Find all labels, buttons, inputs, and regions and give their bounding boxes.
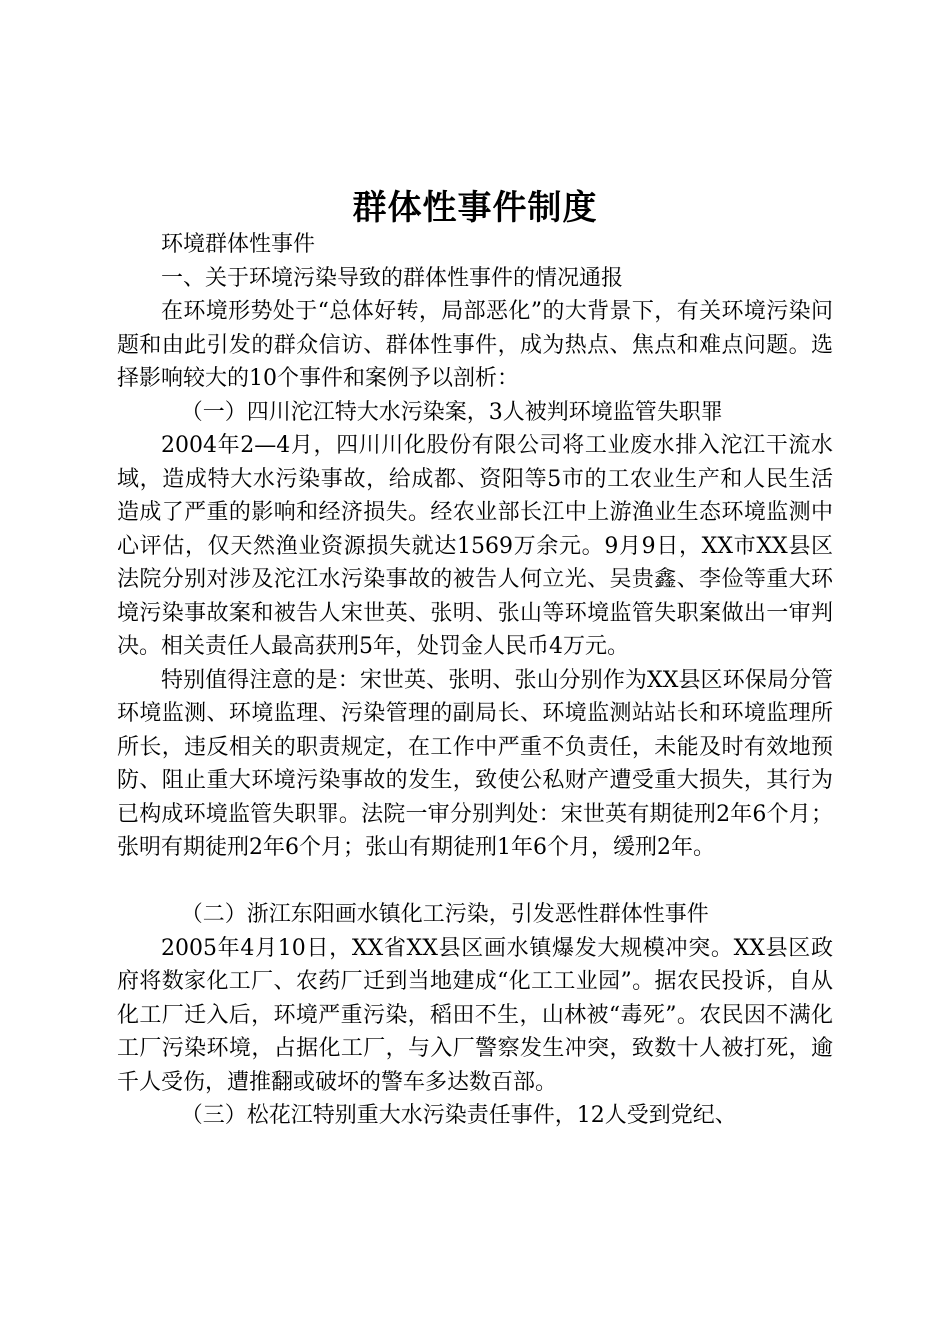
case-heading-2: （二）浙江东阳画水镇化工污染，引发恶性群体性事件 — [180, 902, 709, 927]
case-paragraph-1-note: 特别值得注意的是：宋世英、张明、张山分别作为XX县区环保局分管环境监测、环境监理、污染管理的副局长、环境监测站站长和环境监理所所长，违反相关的职责规定，在工作中严重不负责任，未能及时有效地预防、阻止重大环境污染事故的发生，致使公私财产遭受重大损失，其行为已构成环境监管失职罪。法院一审分别判处：宋世英有期徒刑2年6个月；张明有期徒刑2年6个月；张山有期徒刑1年6个月，缓刑2年。 — [117, 667, 833, 860]
case-paragraph-1: 2004年2—4月，四川川化股份有限公司将工业废水排入沱江干流水域，造成特大水污染事故，给成都、资阳等5市的工农业生产和人民生活造成了严重的影响和经济损失。经农业部长江中上游渔业生态环境监测中心评估，仅天然渔业资源损失就达1569万余元。9月9日，XX市XX县区法院分别对涉及沱江水污染事故的被告人何立光、吴贵鑫、李俭等重大环境污染事故案和被告人宋世英、张明、张山等环境监管失职案做出一审判决。相关责任人最高获刑5年，处罚金人民币4万元。 — [117, 433, 833, 659]
case-paragraph-2: 2005年4月10日，XX省XX县区画水镇爆发大规模冲突。XX县区政府将数家化工厂、农药厂迁到当地建成“化工工业园”。据农民投诉，自从化工厂迁入后，环境严重污染，稻田不生，山林被“毒死”。农民因不满化工厂污染环境，占据化工厂，与入厂警察发生冲突，致数十人被打死，逾千人受伤，遭推翻或破坏的警车多达数百部。 — [117, 935, 833, 1095]
case-heading-3: （三）松花江特别重大水污染责任事件，12人受到党纪、 — [180, 1103, 737, 1128]
section-heading: 环境群体性事件 — [161, 232, 316, 257]
document-title: 群体性事件制度 — [352, 188, 598, 228]
document-body — [117, 228, 833, 1133]
subsection-heading: 一、关于环境污染导致的群体性事件的情况通报 — [161, 265, 624, 291]
case-heading-1: （一）四川沱江特大水污染案，3人被判环境监管失职罪 — [180, 399, 723, 425]
intro-paragraph: 在环境形势处于“总体好转，局部恶化”的大背景下，有关环境污染问题和由此引发的群众信访、群体性事件，成为热点、焦点和难点问题。选择影响较大的10个事件和案例予以剖析： — [117, 299, 833, 391]
